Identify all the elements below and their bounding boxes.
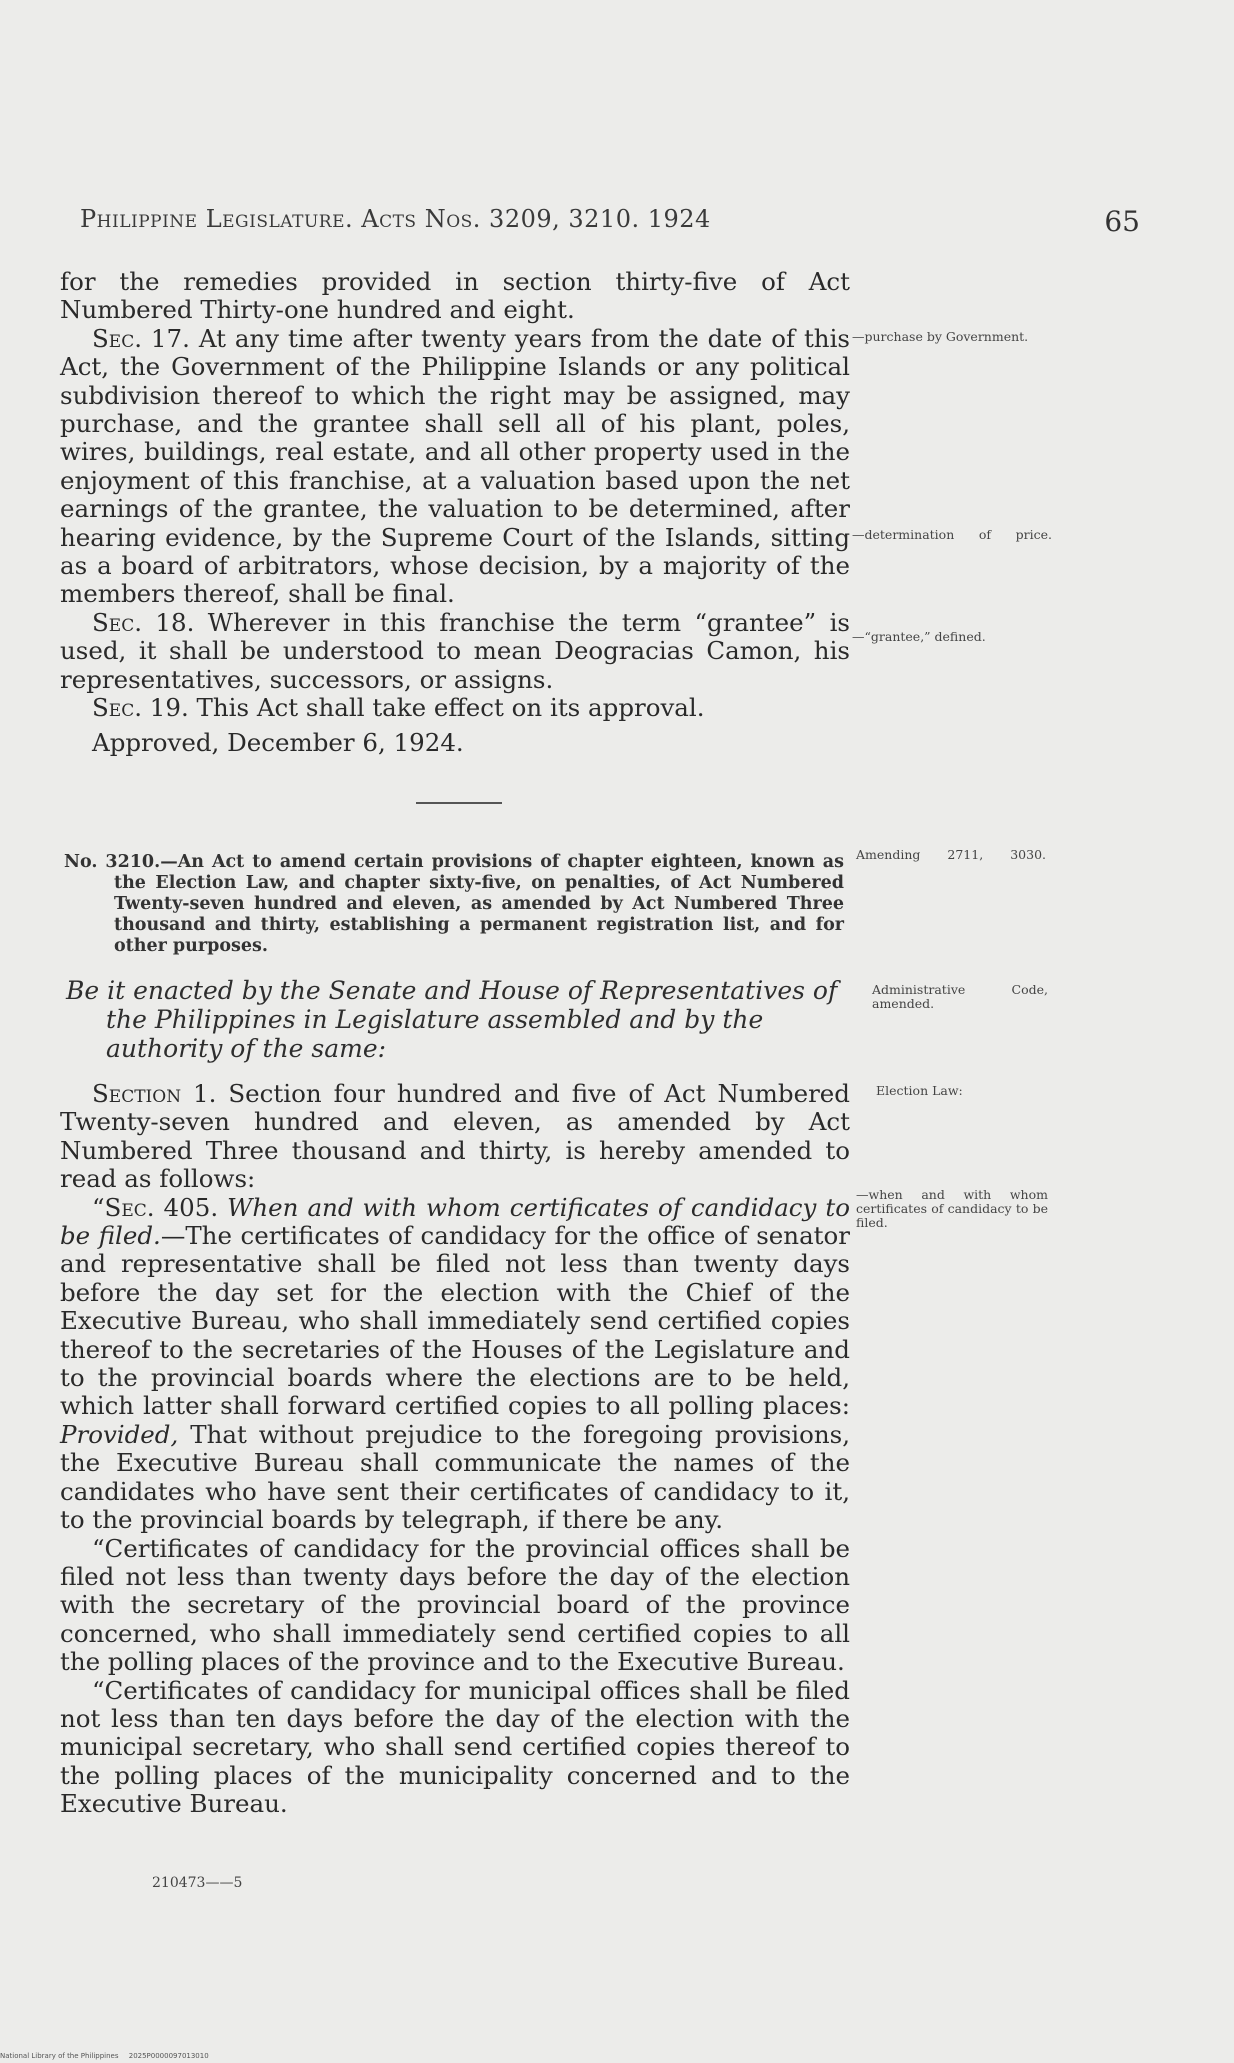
- enacting-clause-text: Be it enacted by the Senate and House of Representatives of the Philippines in Legislature assembled and by the authority of the same:: [66, 976, 838, 1063]
- section-18-label: Sec. 18.: [92, 607, 195, 637]
- section-405-text-2: That without prejudice to the foregoing provisions, the Executive Bureau shall communicate the names of the candidates who have sent their certificates of candidacy to it, to the provincial boards by telegraph, if there be any.: [60, 1419, 850, 1535]
- page-header: [80, 205, 1140, 245]
- margin-note-purchase: —purchase by Government.: [852, 329, 1029, 344]
- approval-line: Approved, December 6, 1924.: [92, 727, 464, 757]
- paragraph-municipal: “Certificates of candidacy for municipal offices shall be filed not less than ten days before the day of the election with the municipal secretary, who shall send certified copies thereof to the polling places of the municipality concerned and to the Executive Bureau.: [60, 1675, 850, 1819]
- margin-note-grantee: —“grantee,” defined.: [852, 629, 986, 644]
- section-405-proviso: Provided,: [60, 1419, 179, 1449]
- margin-note-determination: —determination of price.: [852, 527, 1052, 542]
- section-1-label: Section 1.: [92, 1079, 217, 1108]
- margin-note-election-law: Election Law:: [876, 1083, 963, 1098]
- section-19: [60, 694, 850, 722]
- act-title: [64, 852, 844, 957]
- act-title-text: No. 3210.—An Act to amend certain provisions of chapter eighteen, known as the Election Law, and chapter sixty-five, on penalties, of Act Numbered Twenty-seven hundred and eleven, as amended by Act Numbered Three thousand and thirty, establishing a permanent registration list, and for other purposes.: [64, 852, 844, 956]
- section-405-open-quote: “: [92, 1192, 105, 1222]
- section-17-text: At any time after twenty years from the date of this Act, the Government of the Philippine Islands or any political subdivision thereof to which the right may be assigned, may purchase, and the grantee shall sell all of his plant, poles, wires, buildings, real estate, and all other property used in the enjoyment of this franchise, at a valuation based upon the net earnings of the grantee, the valuation to be determined, after hearing evidence, by the Supreme Court of the Islands, sitting as a board of arbitrators, whose decision, by a majority of the members thereof, shall be final.: [60, 323, 850, 609]
- running-title: Philippine Legislature. Acts Nos. 3209, 3210. 1924: [80, 205, 711, 233]
- section-18-text: Wherever in this franchise the term “grantee” is used, it shall be understood to mean Deogracias Camon, his representatives, successors, or assigns.: [60, 607, 850, 694]
- paragraph-continuation: for the remedies provided in section thirty-five of Act Numbered Thirty-one hundred and eight.: [60, 267, 850, 325]
- enacting-clause: [66, 976, 846, 1063]
- section-divider: [416, 802, 502, 804]
- section-405: [60, 1194, 850, 1535]
- section-405-heading: When and with whom certificates of candidacy to be filed.: [60, 1192, 851, 1251]
- margin-note-when-whom: —when and with whom certificates of candidacy to be filed.: [856, 1187, 1048, 1230]
- margin-note-amending: Amending 2711, 3030.: [856, 847, 1046, 862]
- signature-mark: 210473——5: [152, 1875, 243, 1891]
- library-name: National Library of the Philippines: [0, 2052, 119, 2060]
- scan-code: 2025P0000097013010: [128, 2052, 209, 2060]
- section-19-text: This Act shall take effect on its approval.: [188, 693, 705, 723]
- section-17-label: Sec. 17.: [92, 323, 190, 353]
- section-18: [60, 609, 850, 694]
- margin-note-admin-code: Administrative Code, amended.: [872, 982, 1048, 1011]
- section-405-text-1: —The certificates of candidacy for the office of senator and representative shall be filed not less than twenty days before the day set for the election with the Chief of the Executive Bureau, who shall immediately send certified copies thereof to the secretaries of the Houses of the Legislature and to the provincial boards where the elections are to be held, which latter shall forward certified copies to all polling places:: [60, 1221, 850, 1421]
- paragraph-provincial: “Certificates of candidacy for the provincial offices shall be filed not less than twenty days before the day of the election with the secretary of the provincial board of the province concerned, who shall immediately send certified copies to all the polling places of the province and to the Executive Bureau.: [60, 1533, 850, 1677]
- scan-footer: [0, 2052, 217, 2060]
- body-bottom: [60, 1080, 850, 1819]
- section-17: [60, 325, 850, 609]
- section-405-label: Sec. 405.: [104, 1192, 219, 1222]
- section-1: [60, 1080, 850, 1194]
- section-19-label: Sec. 19.: [92, 693, 189, 723]
- body-top: [60, 268, 850, 757]
- page-number: 65: [1104, 205, 1140, 238]
- section-1-text: Section four hundred and five of Act Numbered Twenty-seven hundred and eleven, as amended by Act Numbered Three thousand and thirty, is hereby amended to read as follows:: [60, 1079, 850, 1194]
